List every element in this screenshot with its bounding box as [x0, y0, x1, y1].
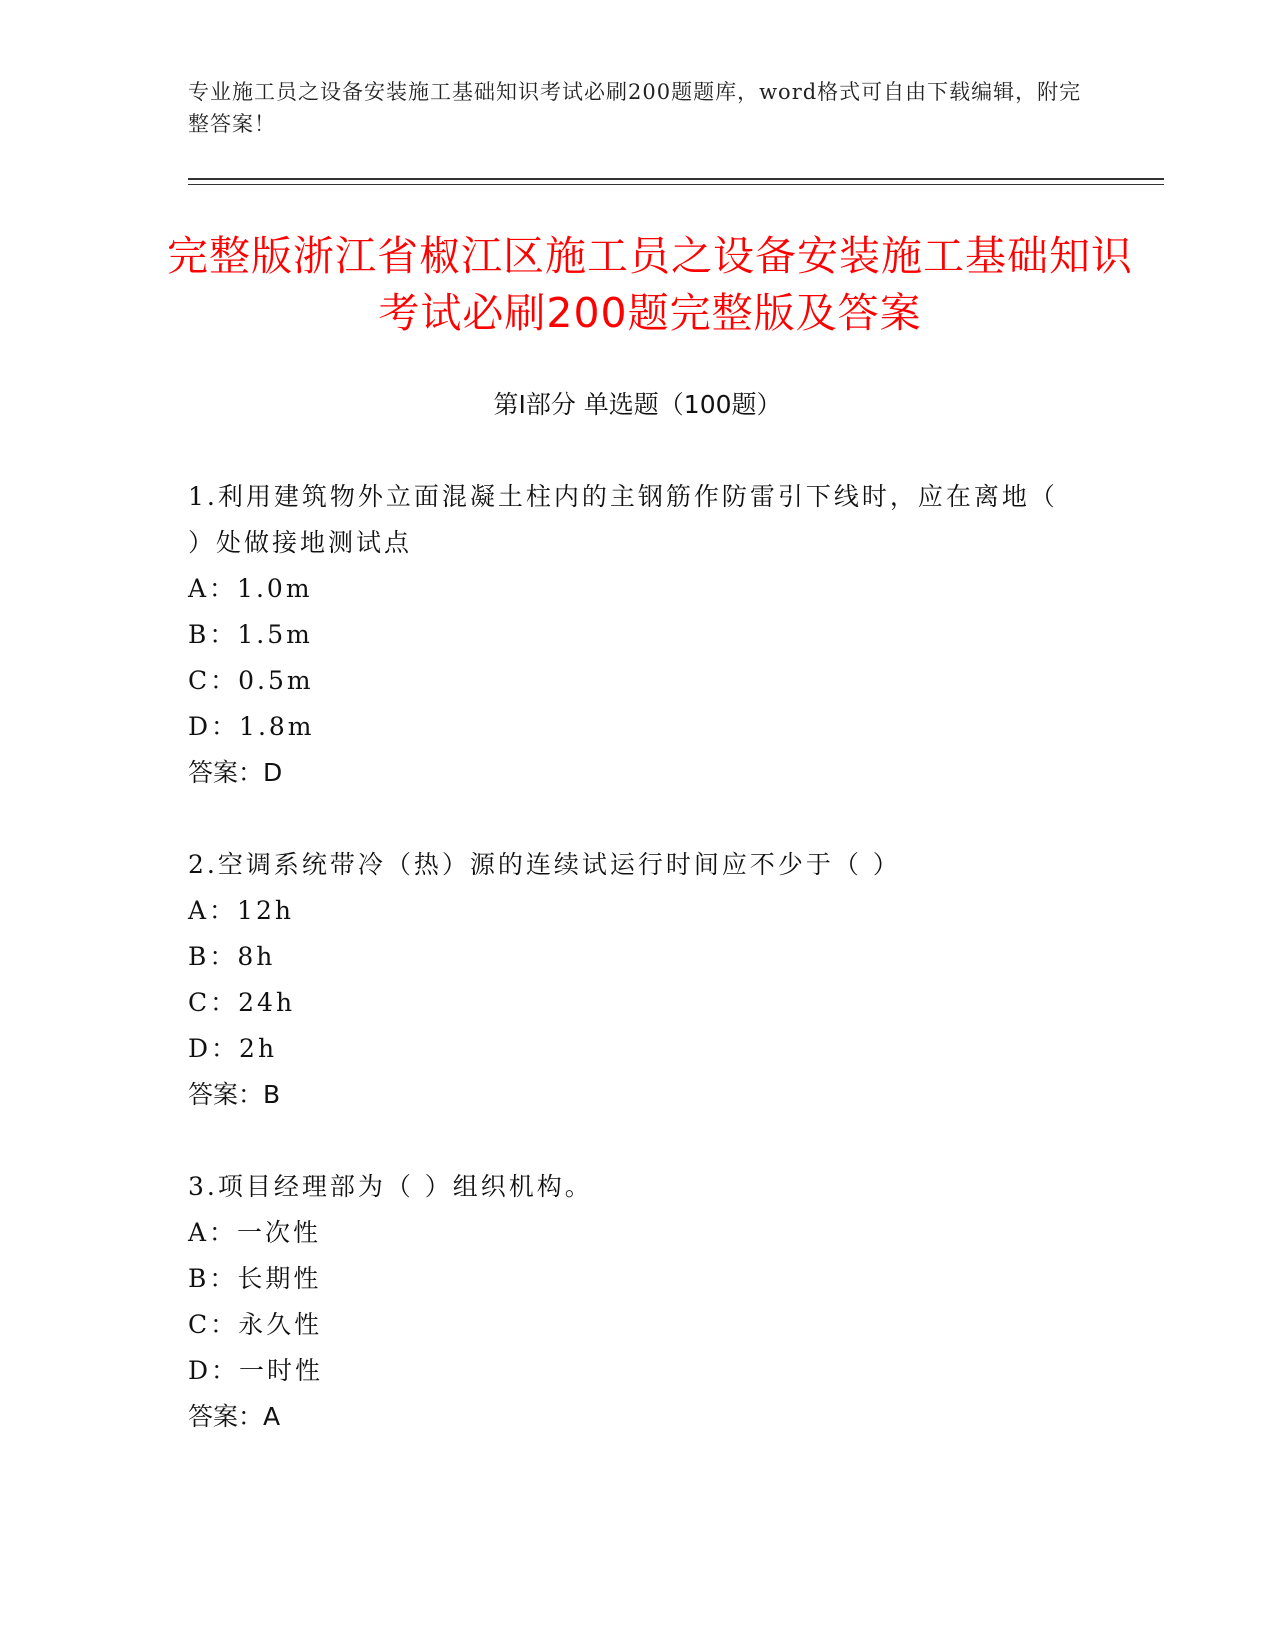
answer: 答案：B	[188, 1080, 281, 1109]
answer: 答案：A	[188, 1402, 281, 1431]
question-stem: 3.项目经理部为（ ）组织机构。	[188, 1172, 593, 1201]
option-c: C：永久性	[188, 1310, 323, 1339]
header-divider-thick	[188, 178, 1164, 180]
option-c: C：24h	[188, 988, 296, 1017]
option-b: B：8h	[188, 942, 276, 971]
option-d: D：1.8m	[188, 712, 315, 741]
question-3	[188, 1164, 1068, 1440]
question-stem: 1.利用建筑物外立面混凝土柱内的主钢筋作防雷引下线时，应在离地（ ）处做接地测试点	[188, 482, 1058, 557]
option-b: B：1.5m	[188, 620, 313, 649]
question-list	[188, 474, 1068, 1486]
question-2	[188, 842, 1068, 1118]
option-a: A：1.0m	[188, 574, 313, 603]
header-note: 专业施工员之设备安装施工基础知识考试必刷200题题库，word格式可自由下载编辑，附完整答案！	[188, 80, 1082, 136]
section-heading: 第I部分 单选题（100题）	[493, 390, 782, 419]
document-title: 完整版浙江省椒江区施工员之设备安装施工基础知识考试必刷200题完整版及答案	[167, 232, 1133, 337]
question-stem: 2.空调系统带冷（热）源的连续试运行时间应不少于（ ）	[188, 850, 901, 879]
answer: 答案：D	[188, 758, 283, 787]
option-c: C：0.5m	[188, 666, 314, 695]
question-1	[188, 474, 1068, 796]
option-a: A：一次性	[188, 1218, 322, 1247]
header-divider-thin	[188, 184, 1164, 185]
option-d: D：一时性	[188, 1356, 324, 1385]
option-b: B：长期性	[188, 1264, 322, 1293]
option-d: D：2h	[188, 1034, 278, 1063]
option-a: A：12h	[188, 896, 294, 925]
